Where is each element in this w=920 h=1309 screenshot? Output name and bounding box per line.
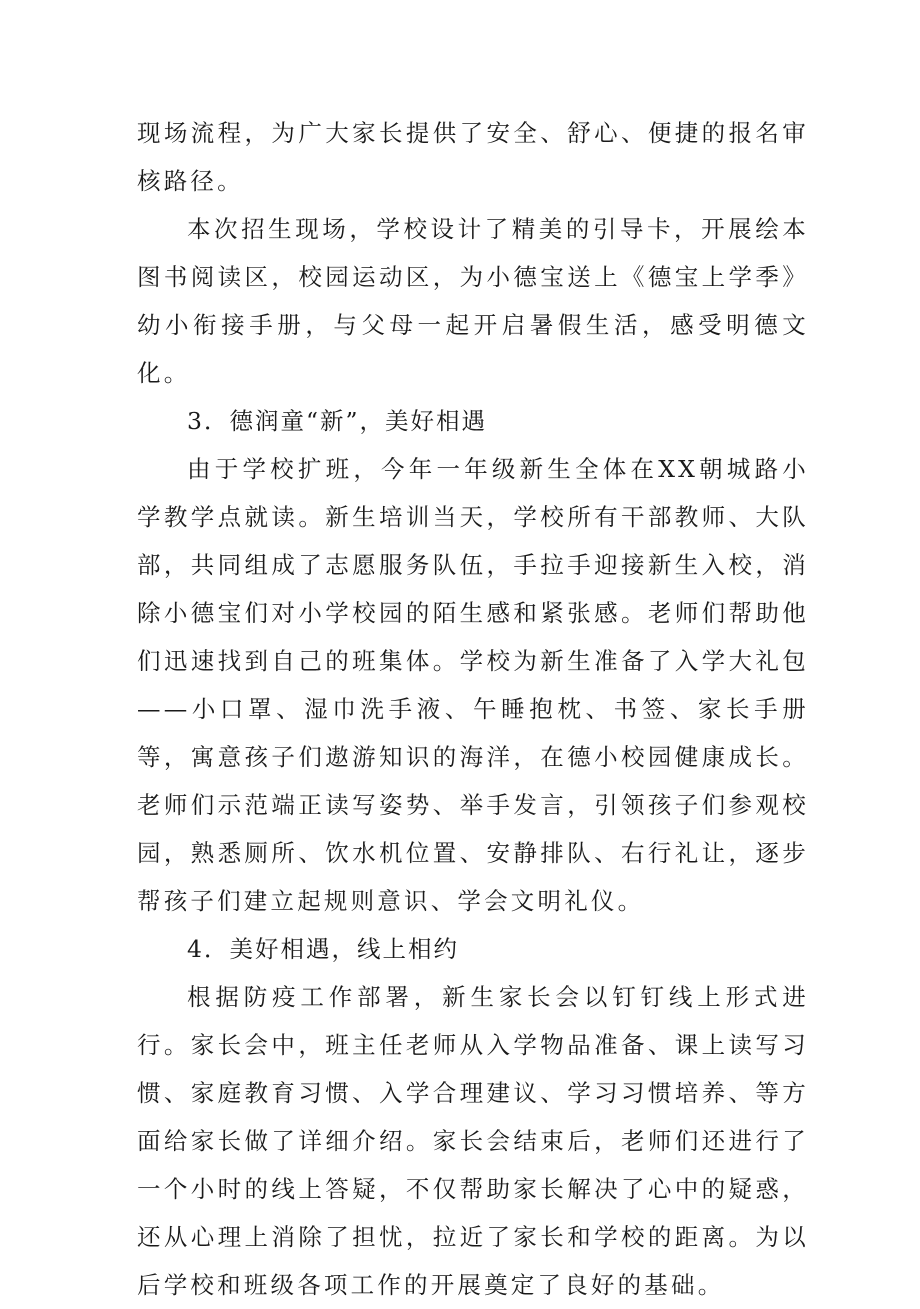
paragraph-enrollment-site: 本次招生现场，学校设计了精美的引导卡，开展绘本图书阅读区，校园运动区，为小德宝送上《德宝上学季》幼小衔接手册，与父母一起开启暑假生活，感受明德文化。 xyxy=(137,215,809,387)
paragraph-new-student-training: 由于学校扩班，今年一年级新生全体在XX朝城路小学教学点就读。新生培训当天，学校所有干部教师、大队部，共同组成了志愿服务队伍，手拉手迎接新生入校，消除小德宝们对小学校园的陌生感和紧张感。老师们帮助他们迅速找到自己的班集体。学校为新生准备了入学大礼包——小口罩、湿巾洗手液、午睡抱枕、书签、家长手册等，寓意孩子们遨游知识的海洋，在德小校园健康成长。老师们示范端正读写姿势、举手发言，引领孩子们参观校园，熟悉厕所、饮水机位置、安静排队、右行礼让，逐步帮孩子们建立起规则意识、学会文明礼仪。 xyxy=(137,455,809,915)
paragraph-online-parent-meeting: 根据防疫工作部署，新生家长会以钉钉线上形式进行。家长会中，班主任老师从入学物品准备、课上读写习惯、家庭教育习惯、入学合理建议、学习习惯培养、等方面给家长做了详细介绍。家长会结束后，老师们还进行了一个小时的线上答疑，不仅帮助家长解决了心中的疑惑，还从心理上消除了担忧，拉近了家长和学校的距离。为以后学校和班级各项工作的开展奠定了良好的基础。 xyxy=(137,983,809,1299)
section-heading-4: 4．美好相遇，线上相约 xyxy=(187,935,459,963)
paragraph-registration-process: 现场流程，为广大家长提供了安全、舒心、便捷的报名审核路径。 xyxy=(137,119,809,195)
document-body xyxy=(137,109,809,1309)
section-heading-3: 3．德润童“新”，美好相遇 xyxy=(187,407,487,435)
